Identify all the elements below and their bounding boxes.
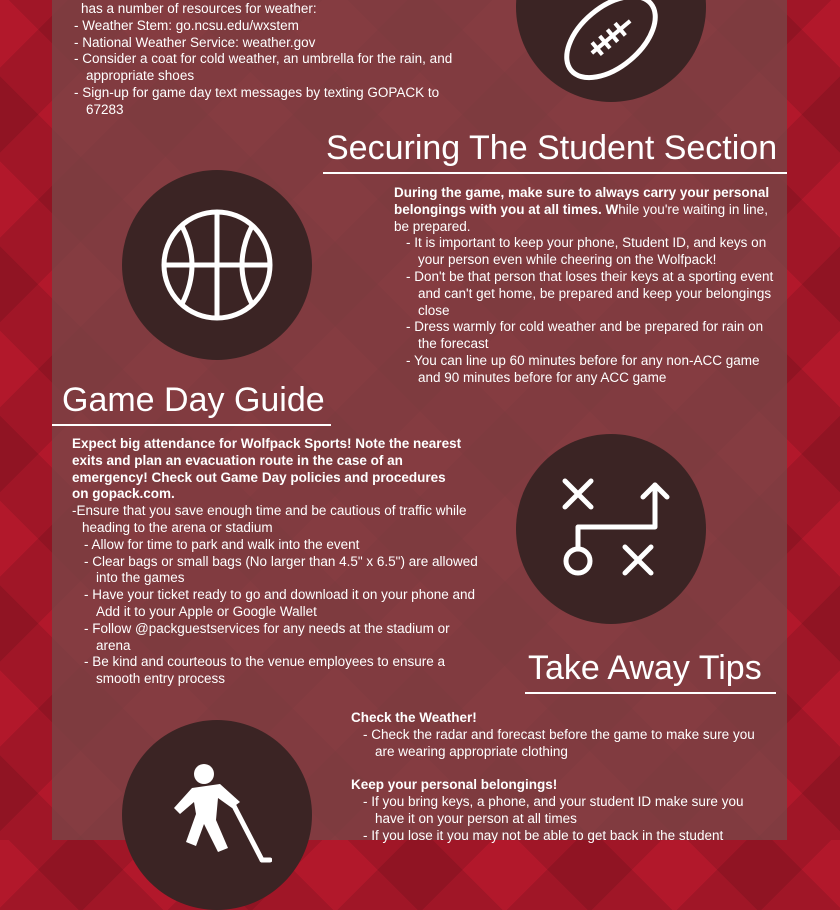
weather-block — [66, 1, 466, 119]
securing-intro — [394, 185, 774, 235]
securing-intro-bold: During the game, make sure to always carry your personal belongings with you at all times. W — [394, 185, 770, 217]
securing-intro-rest: hile you're waiting in line, be prepared. — [394, 201, 768, 234]
tips-weather-title: Check the Weather! — [351, 710, 477, 725]
football-icon — [553, 0, 669, 95]
playbook-icon — [551, 469, 671, 589]
basketball-circle — [122, 170, 312, 360]
list-item: - If you lose it you may not be able to get back in the student — [363, 827, 724, 843]
guide-list — [72, 503, 480, 688]
tips-block — [351, 710, 771, 845]
list-item: - Clear bags or small bags (No larger than 4.5" x 6.5") are allowed into the games — [84, 553, 478, 586]
list-item: - Follow @packguestservices for any needs at the stadium or arena — [84, 620, 450, 653]
list-item: - Have your ticket ready to go and download it on your phone and Add it to your Apple or Google Wallet — [84, 587, 475, 619]
list-item: -Ensure that you save enough time and be cautious of traffic while heading to the arena or stadium — [72, 503, 467, 535]
securing-block — [394, 185, 774, 387]
tips-heading: Take Away Tips — [525, 648, 776, 694]
list-item: - Consider a coat for cold weather, an umbrella for the rain, and appropriate shoes — [74, 51, 453, 84]
hockey-player-icon — [162, 762, 272, 872]
list-item: - It is important to keep your phone, Student ID, and keys on your person even while cheering on the Wolfpack! — [406, 235, 767, 268]
list-item: - Allow for time to park and walk into the event — [84, 536, 360, 552]
tips-belongings-list — [351, 794, 771, 844]
list-item: - You can line up 60 minutes before for any non-ACC game and 90 minutes before for any ACC game — [406, 352, 760, 385]
list-item: - If you bring keys, a phone, and your student ID make sure you have it on your person at all times — [363, 794, 744, 826]
securing-heading: Securing The Student Section — [323, 128, 787, 174]
list-item: - Check the radar and forecast before the game to make sure you are wearing appropriate clothing — [363, 726, 755, 759]
tips-belongings-title: Keep your personal belongings! — [351, 777, 558, 793]
guide-block — [72, 436, 480, 688]
tips-weather-list — [351, 727, 771, 761]
playbook-circle — [516, 434, 706, 624]
basketball-icon — [158, 206, 276, 324]
list-item: - Dress warmly for cold weather and be prepared for rain on the forecast — [406, 319, 764, 352]
list-item: - Weather Stem: go.ncsu.edu/wxstem — [74, 17, 299, 33]
list-item: - Sign-up for game day text messages by texting GOPACK to 67283 — [74, 84, 440, 117]
list-item: - Don't be that person that loses their keys at a sporting event and can't get home, be prepared and keep your belongings close — [406, 268, 774, 318]
weather-list — [66, 18, 466, 119]
securing-list — [394, 235, 774, 386]
guide-intro: Expect big attendance for Wolfpack Sports! Note the nearest exits and plan an evacuation route in the case of an emergency! Check out Game Day policies and procedures on gopack.com. — [72, 436, 462, 502]
weather-intro: has a number of resources for weather: — [81, 1, 317, 16]
list-item: - National Weather Service: weather.gov — [74, 34, 316, 50]
list-item: - Be kind and courteous to the venue employees to ensure a smooth entry process — [84, 654, 445, 687]
hockey-circle — [122, 720, 312, 910]
guide-heading: Game Day Guide — [52, 380, 331, 426]
